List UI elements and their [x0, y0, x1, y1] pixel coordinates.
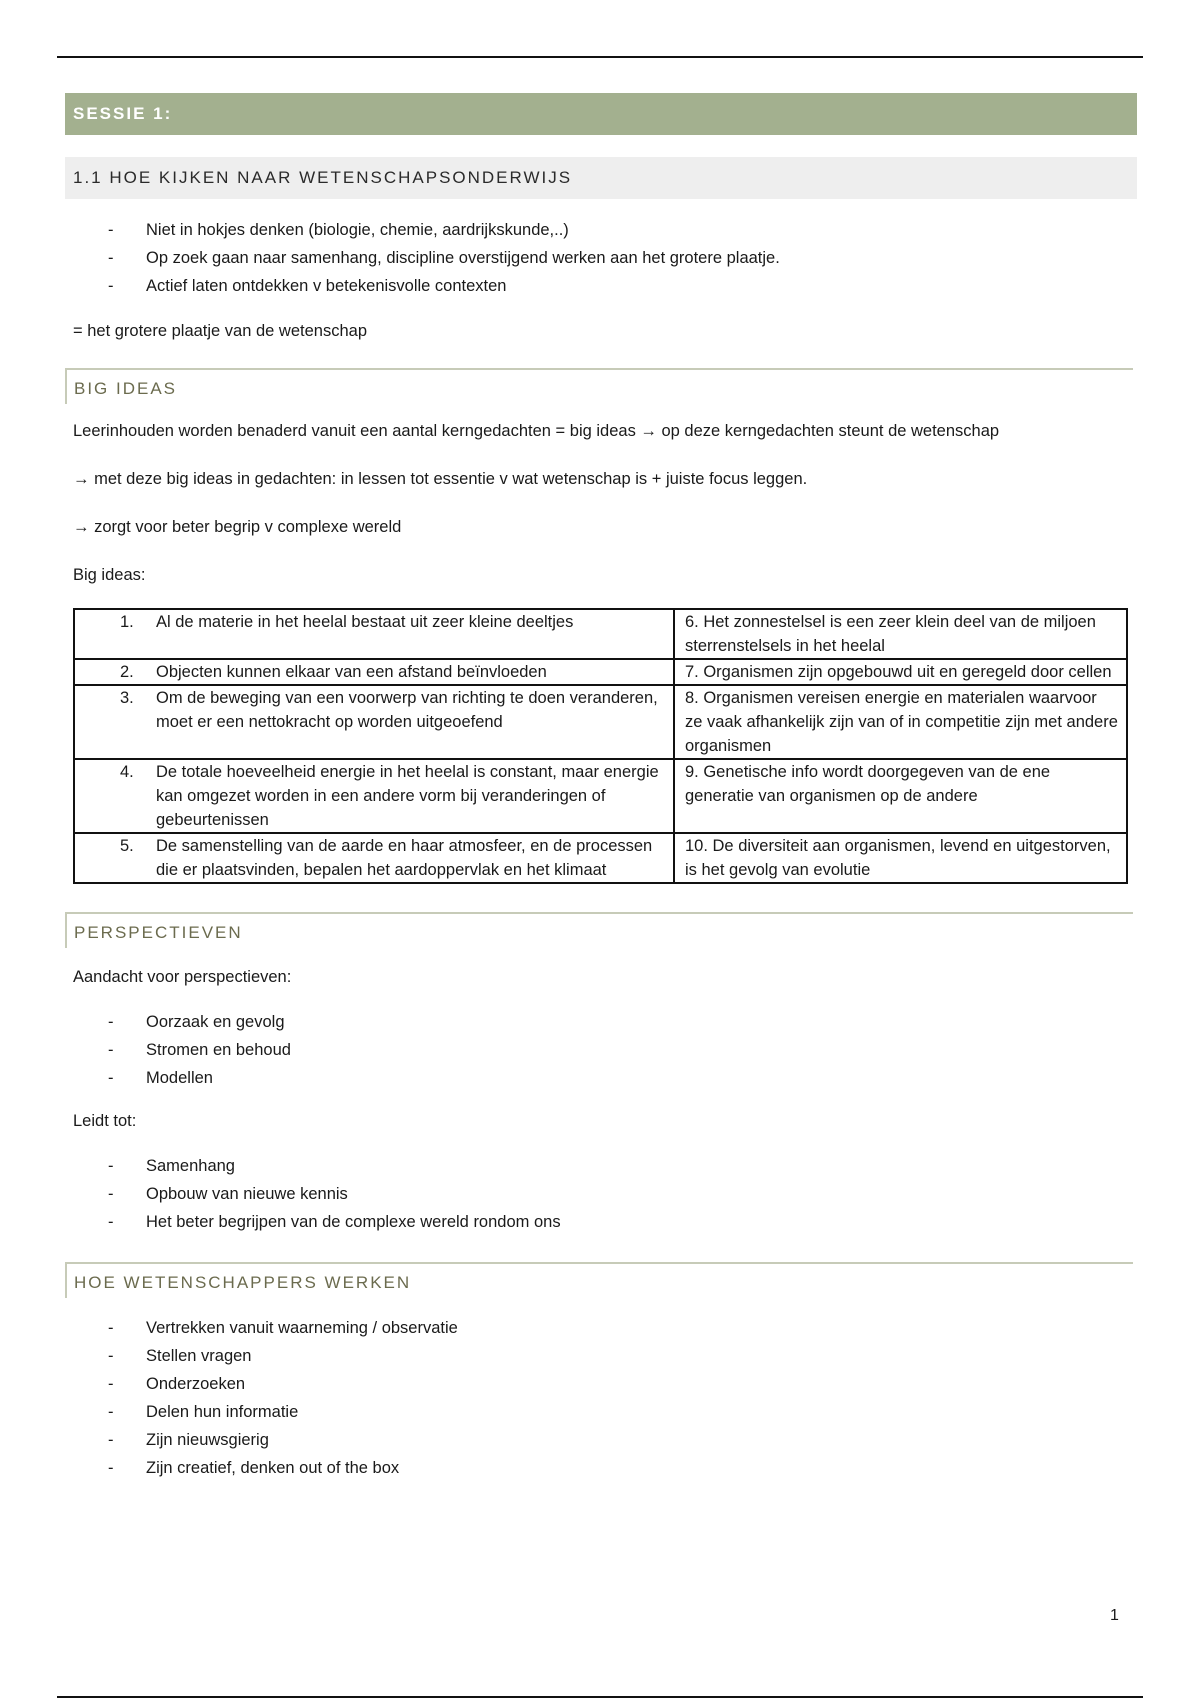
- heading-session: SESSIE 1:: [65, 93, 1137, 135]
- heading-section-1-1: 1.1 HOE KIJKEN NAAR WETENSCHAPSONDERWIJS: [65, 157, 1137, 199]
- table-row: [74, 685, 1127, 759]
- list-item: [65, 1342, 1137, 1370]
- big-ideas-list-label: Big ideas:: [73, 566, 146, 584]
- perspectieven-label: Aandacht voor perspectieven:: [73, 968, 292, 986]
- list-item-text: Opbouw van nieuwe kennis: [146, 1185, 348, 1203]
- table-cell: [74, 685, 674, 759]
- table-cell: [74, 659, 674, 685]
- table-cell: [74, 759, 674, 833]
- cell-text: De totale hoeveelheid energie in het heelal is constant, maar energie kan omgezet worden in een andere vorm bij veranderingen of gebeurtenissen: [156, 763, 659, 829]
- big-ideas-table: [73, 608, 1128, 884]
- list-item-text: Vertrekken vanuit waarneming / observatie: [146, 1319, 458, 1337]
- list-item: [65, 1426, 1137, 1454]
- cell-text: De samenstelling van de aarde en haar atmosfeer, en de processen die er plaatsvinden, bepalen het aardoppervlak en het klimaat: [156, 837, 653, 879]
- leidt-tot-list: [65, 1152, 1137, 1236]
- bullet-dash: -: [108, 277, 114, 295]
- list-item-text: Zijn creatief, denken out of the box: [146, 1459, 400, 1477]
- document-page: [65, 93, 1137, 1482]
- bullet-dash: -: [108, 249, 114, 267]
- table-cell: [74, 609, 674, 659]
- big-ideas-paragraph-3: → zorgt voor beter begrip v complexe wereld: [73, 518, 402, 536]
- table-row: [74, 833, 1127, 883]
- bullet-dash: -: [108, 1431, 114, 1449]
- list-item-text: Niet in hokjes denken (biologie, chemie, aardrijkskunde,..): [146, 221, 569, 239]
- row-number: 4.: [120, 763, 134, 781]
- list-item-text: Actief laten ontdekken v betekenisvolle contexten: [146, 277, 507, 295]
- list-item-text: Op zoek gaan naar samenhang, discipline overstijgend werken aan het grotere plaatje.: [146, 249, 780, 267]
- page-bottom-rule: [57, 1696, 1143, 1698]
- big-ideas-paragraph-1: Leerinhouden worden benaderd vanuit een aantal kerngedachten = big ideas → op deze kerngedachten steunt de wetenschap: [73, 422, 1000, 440]
- list-item: [65, 1208, 1137, 1236]
- list-item: [65, 1314, 1137, 1342]
- row-number: 2.: [120, 663, 134, 681]
- bullet-dash: -: [108, 1013, 114, 1031]
- list-item-text: Samenhang: [146, 1157, 235, 1175]
- list-item-text: Delen hun informatie: [146, 1403, 299, 1421]
- list-item: [65, 1398, 1137, 1426]
- list-item: [65, 1064, 1137, 1092]
- row-number: 3.: [120, 689, 134, 707]
- list-item-text: Het beter begrijpen van de complexe wereld rondom ons: [146, 1213, 561, 1231]
- cell-text: Al de materie in het heelal bestaat uit zeer kleine deeltjes: [156, 613, 574, 631]
- list-item-text: Stellen vragen: [146, 1347, 252, 1365]
- table-cell: 6. Het zonnestelsel is een zeer klein deel van de miljoen sterrenstelsels in het heelal: [674, 609, 1127, 659]
- bullet-dash: -: [108, 221, 114, 239]
- big-ideas-paragraph-2: → met deze big ideas in gedachten: in lessen tot essentie v wat wetenschap is + juiste focus leggen.: [73, 470, 808, 488]
- list-item: [65, 272, 1137, 300]
- heading-hoe-wetenschappers-werken: HOE WETENSCHAPPERS WERKEN: [65, 1262, 1133, 1298]
- table-row: [74, 759, 1127, 833]
- page-number: 1: [1110, 1607, 1119, 1624]
- bullet-dash: -: [108, 1459, 114, 1477]
- list-item: [65, 216, 1137, 244]
- list-item: [65, 1008, 1137, 1036]
- list-item-text: Onderzoeken: [146, 1375, 246, 1393]
- page-top-rule: [57, 56, 1143, 58]
- bullet-dash: -: [108, 1185, 114, 1203]
- row-number: 1.: [120, 613, 134, 631]
- intro-bullet-list: [65, 216, 1137, 300]
- bullet-dash: -: [108, 1375, 114, 1393]
- table-cell: 9. Genetische info wordt doorgegeven van de ene generatie van organismen op de andere: [674, 759, 1127, 833]
- list-item-text: Modellen: [146, 1069, 213, 1087]
- bullet-dash: -: [108, 1041, 114, 1059]
- list-item: [65, 1036, 1137, 1064]
- bullet-dash: -: [108, 1403, 114, 1421]
- perspectieven-list: [65, 1008, 1137, 1092]
- list-item-text: Zijn nieuwsgierig: [146, 1431, 269, 1449]
- bullet-dash: -: [108, 1213, 114, 1231]
- cell-text: Objecten kunnen elkaar van een afstand beïnvloeden: [156, 663, 547, 681]
- heading-perspectieven: PERSPECTIEVEN: [65, 912, 1133, 948]
- bullet-dash: -: [108, 1319, 114, 1337]
- list-item: [65, 1180, 1137, 1208]
- wetenschappers-list: [65, 1314, 1137, 1482]
- table-cell: 7. Organismen zijn opgebouwd uit en geregeld door cellen: [674, 659, 1127, 685]
- heading-big-ideas: BIG IDEAS: [65, 368, 1133, 404]
- table-cell: 10. De diversiteit aan organismen, levend en uitgestorven, is het gevolg van evolutie: [674, 833, 1127, 883]
- row-number: 5.: [120, 837, 134, 855]
- table-cell: [74, 833, 674, 883]
- cell-text: Om de beweging van een voorwerp van richting te doen veranderen, moet er een nettokracht op worden uitgeoefend: [156, 689, 658, 731]
- table-row: [74, 609, 1127, 659]
- list-item: [65, 244, 1137, 272]
- bullet-dash: -: [108, 1069, 114, 1087]
- bullet-dash: -: [108, 1157, 114, 1175]
- intro-summary: = het grotere plaatje van de wetenschap: [73, 322, 367, 340]
- table-cell: 8. Organismen vereisen energie en materialen waarvoor ze vaak afhankelijk zijn van of in competitie zijn met andere organismen: [674, 685, 1127, 759]
- table-row: [74, 659, 1127, 685]
- leidt-tot-label: Leidt tot:: [73, 1112, 137, 1130]
- list-item-text: Stromen en behoud: [146, 1041, 291, 1059]
- list-item: [65, 1152, 1137, 1180]
- bullet-dash: -: [108, 1347, 114, 1365]
- list-item-text: Oorzaak en gevolg: [146, 1013, 285, 1031]
- list-item: [65, 1454, 1137, 1482]
- list-item: [65, 1370, 1137, 1398]
